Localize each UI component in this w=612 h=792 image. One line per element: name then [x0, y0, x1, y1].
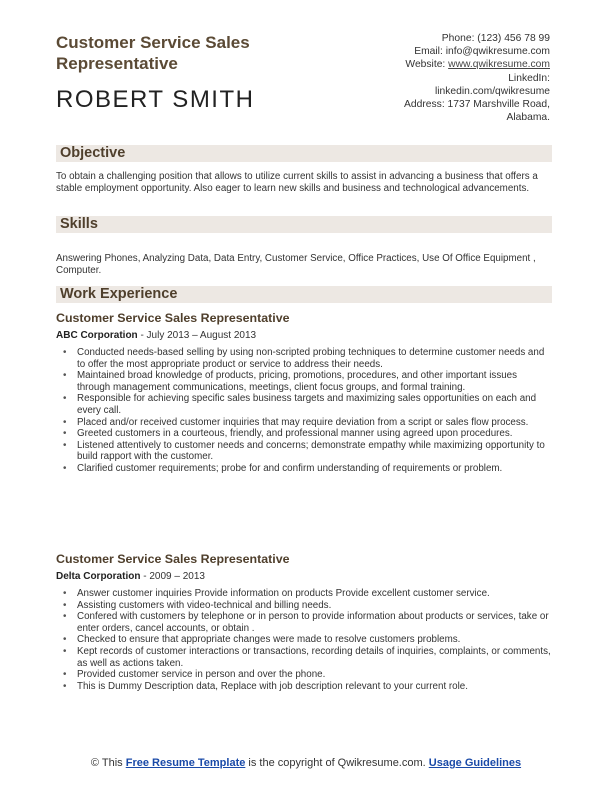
footer-middle: is the copyright of Qwikresume.com. — [245, 757, 429, 769]
job-2-dates: - 2009 – 2013 — [140, 571, 205, 582]
list-item: • This is Dummy Description data, Replace with job description relevant to your current role. — [56, 681, 552, 693]
website-link[interactable]: www.qwikresume.com — [448, 59, 550, 71]
job-1-meta — [56, 330, 256, 341]
contact-block — [320, 32, 550, 124]
work-experience-heading: Work Experience — [56, 286, 552, 303]
job-2-company: Delta Corporation — [56, 571, 141, 582]
skills-heading: Skills — [56, 216, 552, 233]
job-1-dates: - July 2013 – August 2013 — [137, 330, 257, 341]
list-item: • Clarified customer requirements; probe for and confirm understanding of requirements or problem. — [56, 463, 552, 475]
list-item: • Placed and/or received customer inquiries that may require deviation from a script or sales flow process. — [56, 417, 552, 429]
job-2-bullets — [56, 588, 552, 692]
usage-guidelines-link[interactable]: Usage Guidelines — [428, 757, 522, 769]
contact-address-line2: Alabama. — [506, 112, 550, 124]
list-item: • Confered with customers by telephone or in person to provide information about products or services, take or enter orders, cancel accounts, or obtain . — [56, 611, 552, 634]
job-2-meta — [56, 571, 205, 582]
skills-text: Answering Phones, Analyzing Data, Data Entry, Customer Service, Office Practices, Use Of Office Equipment , Computer. — [56, 253, 536, 276]
objective-heading: Objective — [56, 145, 552, 162]
list-item: • Responsible for achieving specific sales business targets and maximizing sales opportunities on each and every call. — [56, 393, 552, 416]
list-item: • Provided customer service in person and over the phone. — [56, 669, 552, 681]
list-item: • Checked to ensure that appropriate changes were made to resolve customers problems. — [56, 634, 552, 646]
footer-prefix: © This — [90, 757, 126, 769]
list-item: • Kept records of customer interactions or transactions, recording details of inquiries, complaints, or comments, as well as actions taken. — [56, 646, 552, 669]
contact-phone: Phone: (123) 456 78 99 — [441, 33, 550, 44]
contact-email: Email: info@qwikresume.com — [414, 46, 550, 58]
list-item: • Answer customer inquiries Provide information on products Provide excellent customer service. — [56, 588, 552, 600]
contact-address-line1: Address: 1737 Marshville Road, — [404, 99, 550, 111]
contact-website — [320, 58, 550, 71]
footer-text — [86, 757, 526, 770]
list-item: • Greeted customers in a courteous, friendly, and professional manner using agreed upon procedures. — [56, 428, 552, 440]
job-1-company: ABC Corporation — [56, 330, 138, 341]
contact-linkedin-label: LinkedIn: — [508, 72, 550, 84]
candidate-name: ROBERT SMITH — [56, 86, 255, 113]
objective-text: To obtain a challenging position that allows to utilize current skills to assist in advancing a business that offers a stable employment opportunity. Also eager to learn new skills and business and technological advancements. — [56, 171, 538, 194]
job-1-bullets — [56, 347, 552, 475]
list-item: • Listened attentively to customer needs and concerns; demonstrate empathy while maximizing opportunity to build rapport with the customer. — [56, 440, 552, 463]
list-item: • Maintained broad knowledge of products, pricing, promotions, procedures, and other important issues through management communications, meetings, client focus groups, and formal training. — [56, 370, 552, 393]
job-1-title: Customer Service Sales Representative — [56, 311, 290, 325]
list-item: • Conducted needs-based selling by using non-scripted probing techniques to determine customer needs and to offer the most appropriate product or service to address their needs. — [56, 347, 552, 370]
list-item: • Assisting customers with video-technical and billing needs. — [56, 600, 552, 612]
free-resume-template-link[interactable]: Free Resume Template — [125, 757, 246, 769]
job-2-title: Customer Service Sales Representative — [56, 552, 290, 566]
footer — [0, 757, 612, 770]
contact-linkedin-value: linkedin.com/qwikresume — [434, 85, 550, 97]
job-title-heading: Customer Service Sales Representative — [56, 33, 250, 73]
website-label: Website: — [405, 59, 449, 71]
